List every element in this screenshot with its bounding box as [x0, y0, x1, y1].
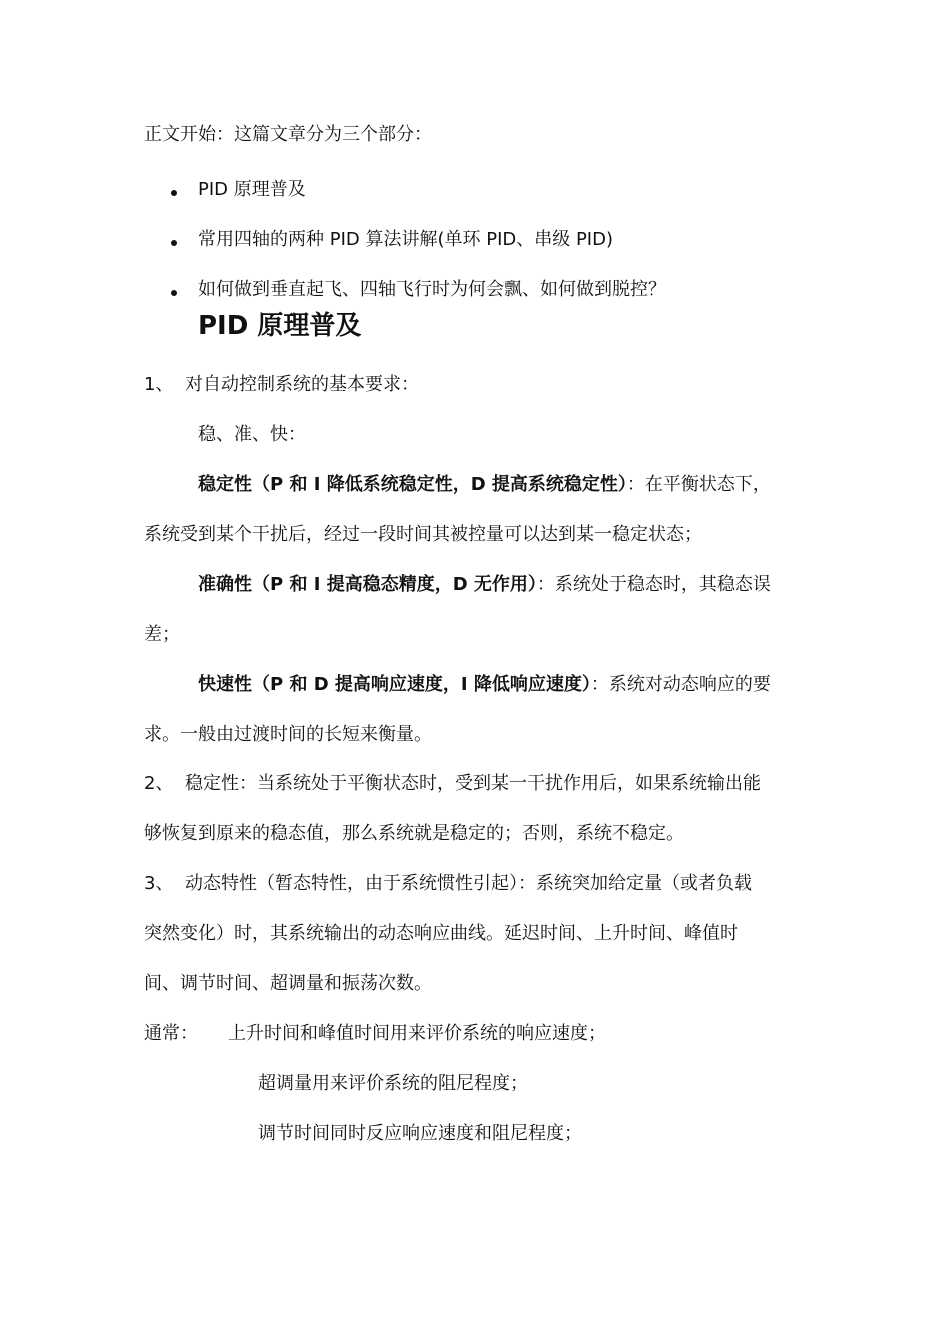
item2-number: 2、 [144, 773, 174, 794]
part-item-1: PID 原理普及 [198, 179, 306, 200]
item3-text-1: 动态特性（暂态特性，由于系统惯性引起）：系统突加给定量（或者负载 [185, 873, 752, 894]
part-item-3: 如何做到垂直起飞、四轴飞行时为何会飘、如何做到脱控？ [198, 279, 666, 300]
speed-line-1 [198, 673, 771, 697]
usually-line-3: 调节时间同时反应响应速度和阻尼程度； [258, 1123, 582, 1144]
item1-text: 对自动控制系统的基本要求： [185, 374, 419, 395]
usually-line-1: 上升时间和峰值时间用来评价系统的响应速度； [228, 1023, 606, 1044]
part-item-2: 常用四轴的两种 PID 算法讲解(单环 PID、串级 PID) [198, 229, 614, 250]
stability-line-1 [198, 473, 771, 497]
stability-text-2: 系统受到某个干扰后，经过一段时间其被控量可以达到某一稳定状态； [144, 524, 702, 545]
item2-text-1: 稳定性：当系统处于平衡状态时，受到某一干扰作用后，如果系统输出能 [185, 773, 761, 794]
accuracy-text-2: 差； [144, 624, 180, 645]
speed-heading: 快速性（P 和 D 提高响应速度，I 降低响应速度） [198, 674, 591, 695]
section-heading: PID 原理普及 [198, 311, 362, 341]
item1-number: 1、 [144, 374, 174, 395]
stability-heading: 稳定性（P 和 I 降低系统稳定性，D 提高系统稳定性） [198, 474, 627, 495]
accuracy-text-1: ：系统处于稳态时，其稳态误 [536, 574, 771, 595]
usually-label: 通常： [144, 1023, 198, 1044]
speed-text-1: ：系统对动态响应的要 [590, 674, 771, 695]
bullet-dot-icon [171, 190, 177, 196]
item3-text-3: 间、调节时间、超调量和振荡次数。 [144, 973, 432, 994]
item3-text-2: 突然变化）时，其系统输出的动态响应曲线。延迟时间、上升时间、峰值时 [144, 923, 738, 944]
usually-line-2: 超调量用来评价系统的阻尼程度； [258, 1073, 528, 1094]
item2-text-2: 够恢复到原来的稳态值，那么系统就是稳定的；否则，系统不稳定。 [144, 823, 684, 844]
intro-text: 正文开始：这篇文章分为三个部分： [144, 124, 432, 145]
stability-text-1: ：在平衡状态下， [626, 474, 771, 495]
accuracy-line-1 [198, 573, 771, 597]
item3-number: 3、 [144, 873, 174, 894]
speed-text-2: 求。一般由过渡时间的长短来衡量。 [144, 724, 432, 745]
accuracy-heading: 准确性（P 和 I 提高稳态精度，D 无作用） [198, 574, 537, 595]
item1-subtext: 稳、准、快： [198, 424, 306, 445]
bullet-dot-icon [171, 290, 177, 296]
bullet-dot-icon [171, 240, 177, 246]
